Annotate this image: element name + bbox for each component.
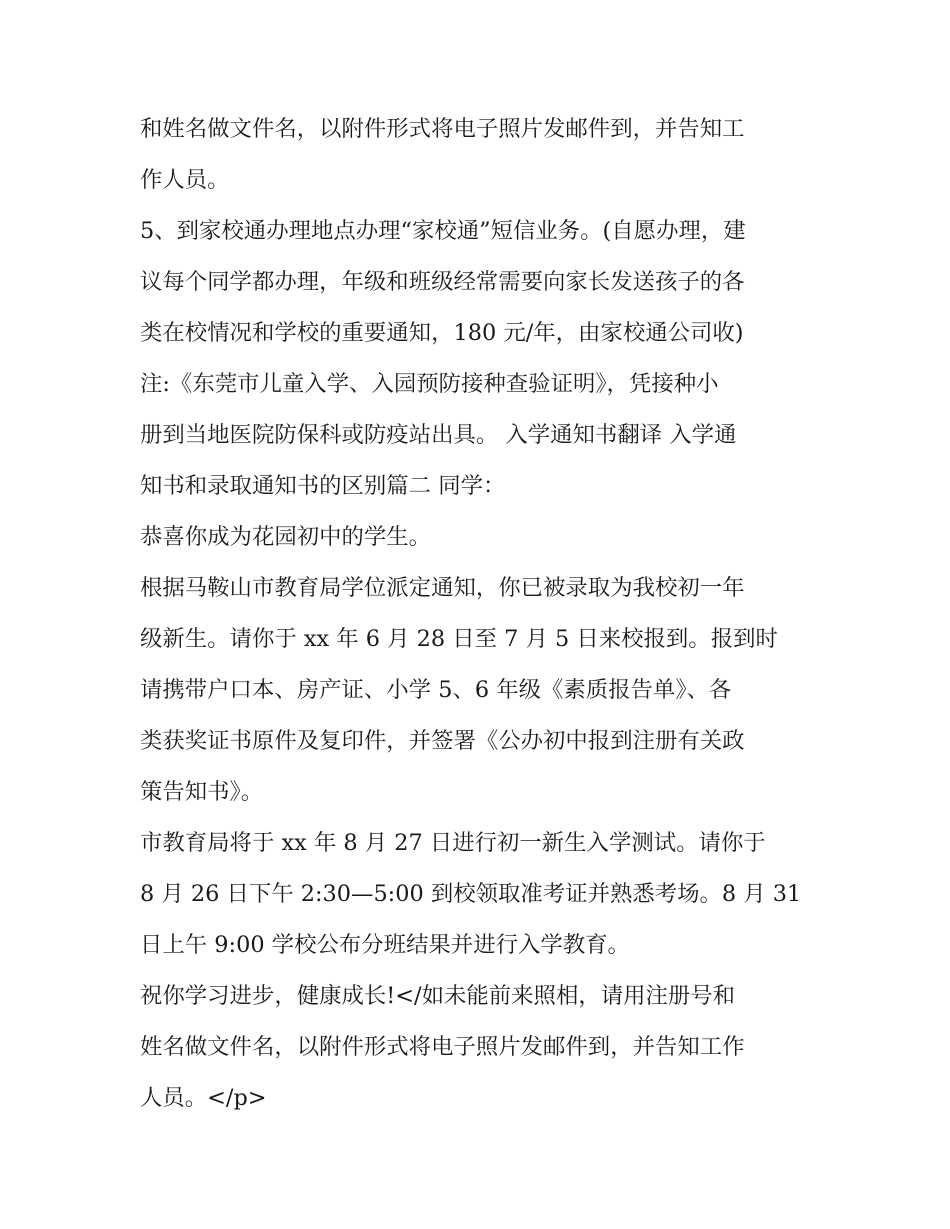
text-line: 类在校情况和学校的重要通知，180 元/年，由家校通公司收) <box>140 320 744 346</box>
text-line: 市教育局将于 xx 年 8 月 27 日进行初一新生入学测试。请你于 <box>140 830 766 856</box>
text-line: 姓名做文件名，以附件形式将电子照片发邮件到，并告知工作 <box>140 1034 745 1060</box>
text-line: 恭喜你成为花园初中的学生。 <box>140 524 432 550</box>
text-line: 日上午 9:00 学校公布分班结果并进行入学教育。 <box>140 932 630 958</box>
text-line: 5、到家校通办理地点办理“家校通”短信业务。(自愿办理，建 <box>140 218 746 244</box>
text-line: 人员。</p> <box>140 1085 267 1111</box>
document-body <box>140 104 820 1124</box>
text-line: 册到当地医院防保科或防疫站出具。 入学通知书翻译 入学通 <box>140 422 737 448</box>
text-line: 和姓名做文件名，以附件形式将电子照片发邮件到，并告知工 <box>140 116 745 142</box>
text-line: 根据马鞍山市教育局学位派定通知，你已被录取为我校初一年 <box>140 575 745 601</box>
text-line: 注:《东莞市儿童入学、入园预防接种查验证明》，凭接种小 <box>140 371 719 397</box>
text-line: 请携带户口本、房产证、小学 5、6 年级《素质报告单》、各 <box>140 677 732 703</box>
text-line: 级新生。请你于 xx 年 6 月 28 日至 7 月 5 日来校报到。报到时 <box>140 626 778 652</box>
text-line: 祝你学习进步，健康成长!</如未能前来照相，请用注册号和 <box>140 983 736 1009</box>
text-line: 议每个同学都办理，年级和班级经常需要向家长发送孩子的各 <box>140 269 745 295</box>
text-line: 知书和录取通知书的区别篇二 同学： <box>140 473 506 499</box>
text-line: 8 月 26 日下午 2:30—5:00 到校领取准考证并熟悉考场。8 月 31 <box>140 881 802 907</box>
text-line: 类获奖证书原件及复印件，并签署《公办初中报到注册有关政 <box>140 728 745 754</box>
text-line: 策告知书》。 <box>140 779 264 805</box>
text-line: 作人员。 <box>140 167 230 193</box>
